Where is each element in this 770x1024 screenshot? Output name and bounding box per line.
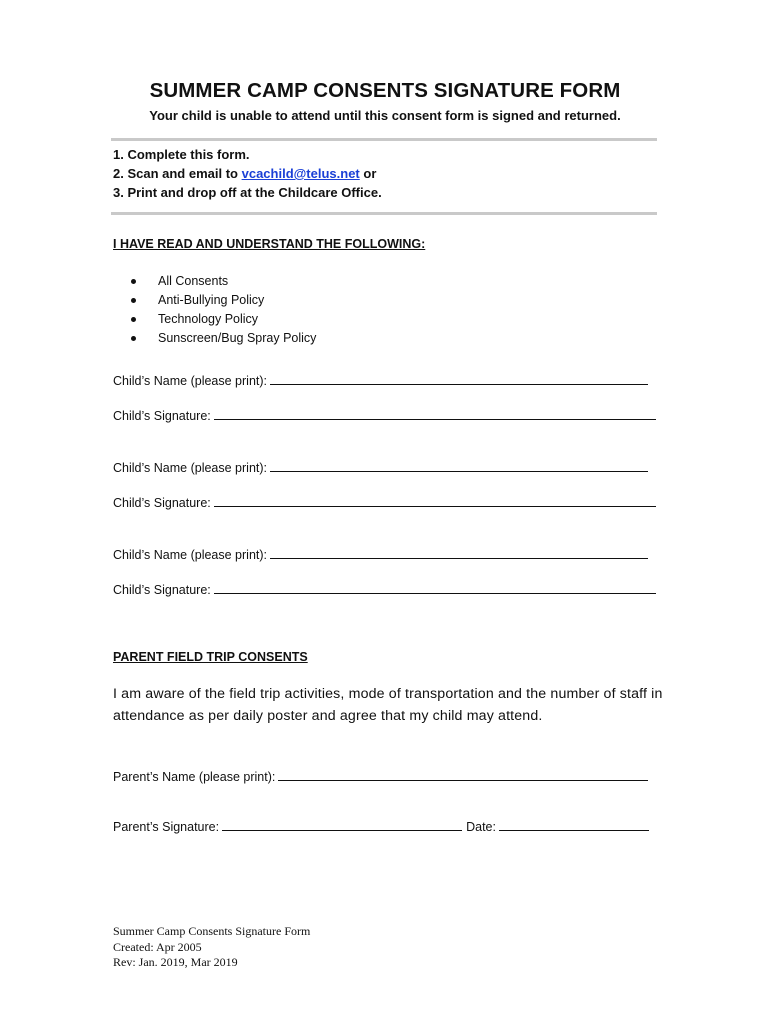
parent-signature-field xyxy=(113,820,649,834)
child-name-field-2 xyxy=(113,461,648,475)
child-signature-label: Child’s Signature: xyxy=(113,496,211,510)
child-name-field-3 xyxy=(113,548,648,562)
parent-signature-label: Parent’s Signature: xyxy=(113,820,220,834)
child-signature-label: Child’s Signature: xyxy=(113,583,211,597)
bullet-icon xyxy=(131,317,136,322)
child-signature-input-2[interactable] xyxy=(214,505,656,507)
footer xyxy=(113,924,310,971)
field-trip-text: I am aware of the field trip activities, mode of transportation and the number of staff in attendance as per daily poster and agree that my child may attend. xyxy=(113,686,663,724)
child-signature-field-1 xyxy=(113,409,656,423)
step-1: 1. Complete this form. xyxy=(113,147,250,162)
bullet-icon xyxy=(131,336,136,341)
policy-list xyxy=(131,272,316,348)
step-3: 3. Print and drop off at the Childcare Office. xyxy=(113,185,382,200)
child-name-input-3[interactable] xyxy=(270,557,648,559)
list-item: All Consents xyxy=(131,272,316,291)
list-item: Anti-Bullying Policy xyxy=(131,291,316,310)
step-2-prefix: 2. Scan and email to xyxy=(113,166,242,181)
field-trip-heading: PARENT FIELD TRIP CONSENTS xyxy=(113,650,308,664)
child-signature-input-3[interactable] xyxy=(214,592,656,594)
date-input[interactable] xyxy=(499,829,649,831)
form-subtitle: Your child is unable to attend until this consent form is signed and returned. xyxy=(149,108,621,123)
parent-signature-input[interactable] xyxy=(222,829,462,831)
bullet-icon xyxy=(131,298,136,303)
email-link[interactable]: vcachild@telus.net xyxy=(241,166,360,181)
child-name-label: Child’s Name (please print): xyxy=(113,548,267,562)
child-name-label: Child’s Name (please print): xyxy=(113,461,267,475)
parent-name-label: Parent’s Name (please print): xyxy=(113,770,276,784)
footer-revised: Rev: Jan. 2019, Mar 2019 xyxy=(113,955,238,969)
child-name-input-1[interactable] xyxy=(270,383,648,385)
instructions xyxy=(113,145,382,202)
child-name-label: Child’s Name (please print): xyxy=(113,374,267,388)
child-signature-label: Child’s Signature: xyxy=(113,409,211,423)
divider-top xyxy=(111,138,657,141)
child-name-input-2[interactable] xyxy=(270,470,648,472)
list-item: Technology Policy xyxy=(131,310,316,329)
child-name-field-1 xyxy=(113,374,648,388)
step-2 xyxy=(113,164,382,183)
divider-bottom xyxy=(111,212,657,215)
form-title: SUMMER CAMP CONSENTS SIGNATURE FORM xyxy=(149,79,621,102)
child-signature-field-2 xyxy=(113,496,656,510)
read-heading: I HAVE READ AND UNDERSTAND THE FOLLOWING: xyxy=(113,237,426,251)
parent-name-input[interactable] xyxy=(278,779,648,781)
child-signature-input-1[interactable] xyxy=(214,418,656,420)
footer-created: Created: Apr 2005 xyxy=(113,939,202,954)
date-label: Date: xyxy=(466,820,496,834)
footer-form-name: Summer Camp Consents Signature Form xyxy=(113,924,311,938)
step-2-suffix: or xyxy=(359,166,377,181)
parent-name-field xyxy=(113,770,648,784)
bullet-icon xyxy=(131,279,136,284)
list-item: Sunscreen/Bug Spray Policy xyxy=(131,329,316,348)
child-signature-field-3 xyxy=(113,583,656,597)
